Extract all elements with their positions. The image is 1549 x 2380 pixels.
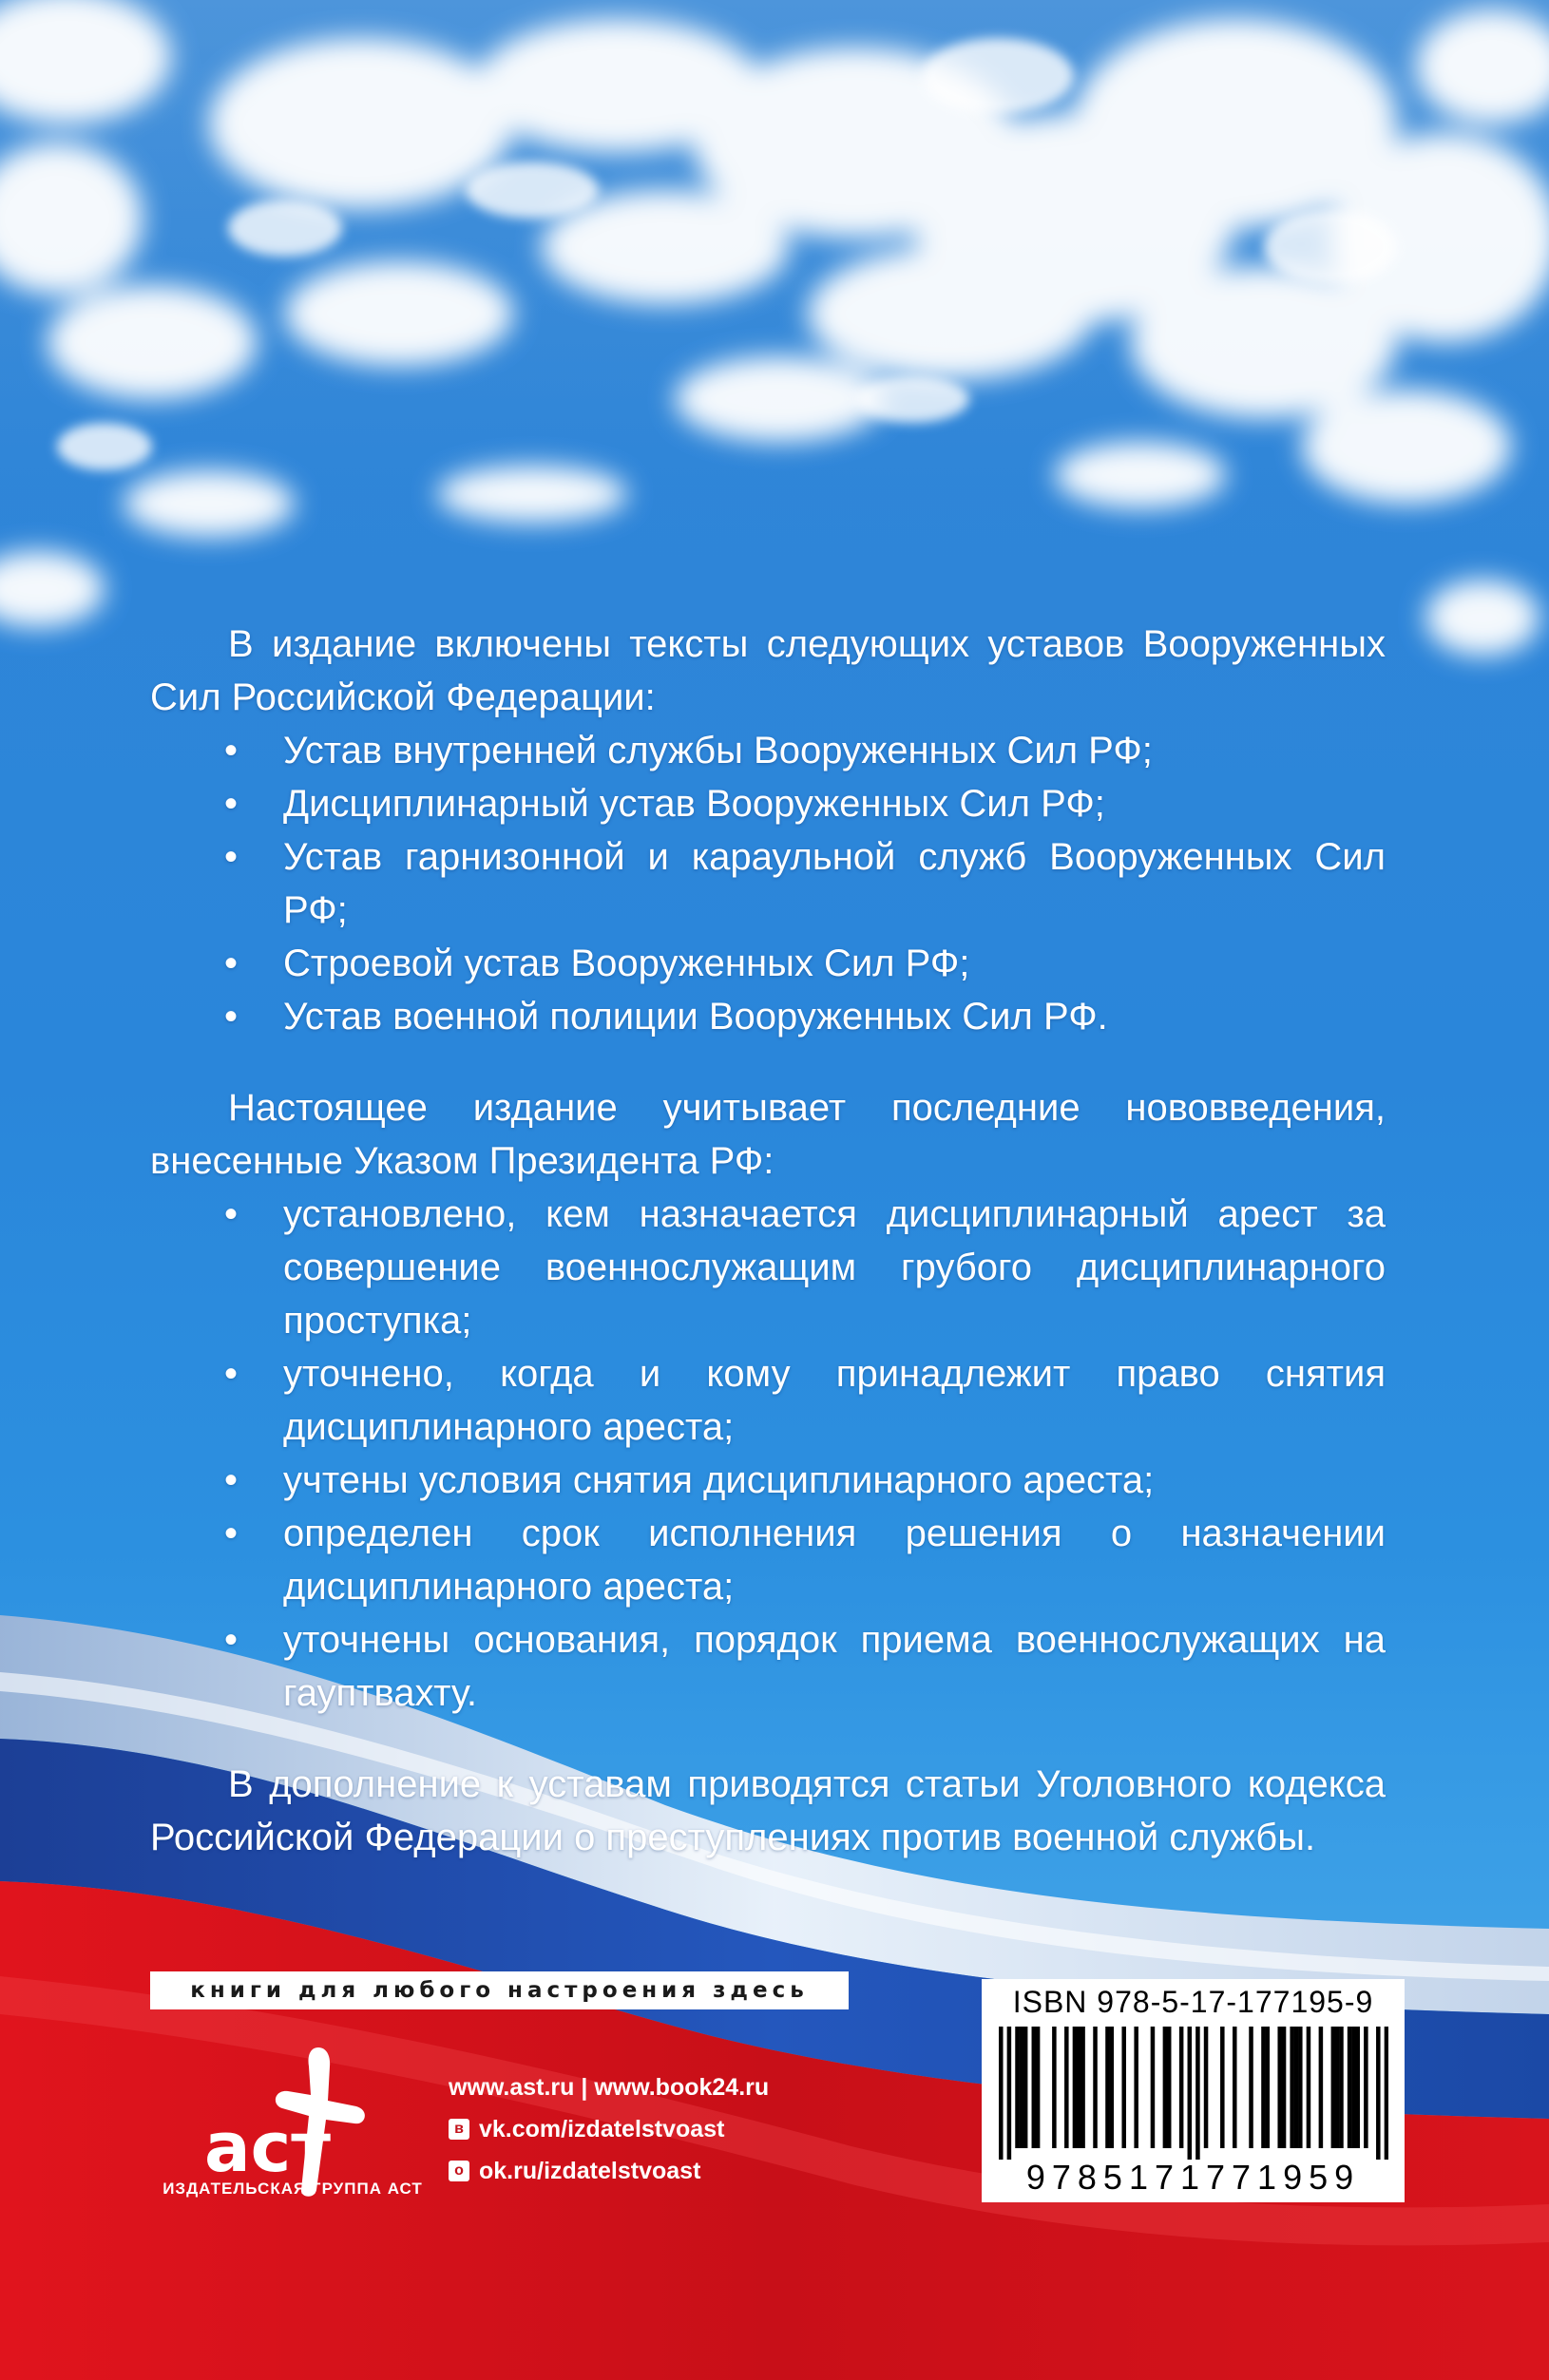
barcode-bar [1351, 2027, 1356, 2148]
barcode-bar [1032, 2027, 1037, 2148]
barcode-bar [1080, 2027, 1085, 2148]
barcode-bar [1348, 2027, 1352, 2148]
barcode-bar [1015, 2027, 1020, 2148]
list-item: • определен срок исполнения решения о назначении дисциплинарного ареста; [150, 1507, 1386, 1613]
list-item: • уточнены основания, порядок приема военнослужащих на гауптвахту. [150, 1613, 1386, 1720]
list-item: • учтены условия снятия дисциплинарного ареста; [150, 1454, 1386, 1507]
logo-lettering: аст [204, 2107, 331, 2187]
publisher-links [449, 2066, 769, 2192]
list-item: • установлено, кем назначается дисциплинарный арест за совершение военнослужащим грубого дисциплинарного проступка; [150, 1188, 1386, 1347]
barcode-bar [1151, 2027, 1156, 2148]
list-item: • Устав внутренней службы Вооруженных Сил РФ; [150, 724, 1386, 777]
barcode-bar [1179, 2027, 1184, 2148]
barcode-bar [1134, 2027, 1138, 2148]
barcode-bar [1093, 2027, 1098, 2148]
barcode-bar [1331, 2027, 1336, 2148]
barcode-bar [1319, 2027, 1324, 2148]
websites-row [449, 2066, 769, 2108]
vk-link: vk.com/izdatelstvoast [479, 2116, 725, 2142]
barcode-bar [1277, 2027, 1282, 2148]
barcode-bar [1121, 2027, 1126, 2148]
barcode-bar [1385, 2027, 1388, 2160]
list-item: • уточнено, когда и кому принадлежит право снятия дисциплинарного ареста; [150, 1347, 1386, 1454]
barcode-bar [1204, 2027, 1209, 2148]
barcode-bar [1307, 2027, 1311, 2148]
barcode-bar [1339, 2027, 1344, 2148]
addition-paragraph: В дополнение к уставам приводятся статьи Уголовного кодекса Российской Федерации о преступлениях против военной службы. [150, 1763, 1386, 1858]
barcode-bar [1052, 2027, 1057, 2148]
barcode-bar [1195, 2027, 1200, 2160]
barcode-bar [1294, 2027, 1299, 2148]
barcode-bar [1077, 2027, 1081, 2148]
list-item: • Устав военной полиции Вооруженных Сил РФ. [150, 990, 1386, 1043]
ok-row [449, 2150, 769, 2192]
barcode-bar [1110, 2027, 1115, 2148]
barcode-bar [1233, 2027, 1237, 2148]
barcode-digits: 9785171771959 [1025, 2158, 1361, 2197]
changes-paragraph: Настоящее издание учитывает последние нововведения, внесенные Указом Президента РФ: [150, 1087, 1386, 1182]
ast-logo [176, 2028, 404, 2199]
barcode-bar [1064, 2027, 1069, 2148]
barcode-bar [1376, 2027, 1381, 2160]
publisher-caption: ИЗДАТЕЛЬСКАЯ ГРУППА АСТ [163, 2180, 423, 2198]
barcode-bar [1249, 2027, 1253, 2148]
barcode-bar [1163, 2027, 1168, 2148]
changes-list [150, 1188, 1386, 1720]
description-text [150, 618, 1386, 1864]
barcode-bar [1220, 2027, 1225, 2148]
websites-text: www.ast.ru | www.book24.ru [449, 2074, 770, 2101]
intro-paragraph: В издание включены тексты следующих уставов Вооруженных Сил Российской Федерации: [150, 623, 1386, 718]
barcode-bar [1073, 2027, 1078, 2148]
barcode-bar [1167, 2027, 1172, 2148]
barcode-bar [1290, 2027, 1294, 2148]
ok-icon: о [449, 2161, 469, 2181]
barcode-bar [1105, 2027, 1110, 2148]
barcode-bar [1261, 2027, 1266, 2148]
tagline-banner: книги для любого настроения здесь [150, 1971, 849, 2009]
list-item: • Дисциплинарный устав Вооруженных Сил РФ; [150, 777, 1386, 830]
barcode-bar [1036, 2027, 1041, 2148]
ok-link: ok.ru/izdatelstvoast [479, 2158, 701, 2184]
barcode-bar [999, 2027, 1004, 2160]
barcode-bar [1355, 2027, 1360, 2148]
barcode-bar [1023, 2027, 1028, 2148]
barcode-bar [1007, 2027, 1012, 2160]
charters-list [150, 724, 1386, 1043]
list-item: • Устав гарнизонной и караульной служб Вооруженных Сил РФ; [150, 830, 1386, 937]
isbn-label: ISBN 978-5-17-177195-9 [1012, 1985, 1374, 2019]
barcode-bar [1188, 2027, 1193, 2160]
barcode-bar [1020, 2027, 1024, 2148]
list-item: • Строевой устав Вооруженных Сил РФ; [150, 937, 1386, 990]
vk-icon: в [449, 2119, 469, 2140]
barcode-bar [1282, 2027, 1287, 2148]
barcode-bar [1266, 2027, 1271, 2148]
isbn-barcode [982, 1979, 1405, 2202]
barcode-bar [1364, 2027, 1368, 2148]
barcode-bar [1298, 2027, 1303, 2148]
barcode-bars [999, 2027, 1388, 2160]
barcode-bar [1335, 2027, 1340, 2148]
vk-row [449, 2108, 769, 2150]
